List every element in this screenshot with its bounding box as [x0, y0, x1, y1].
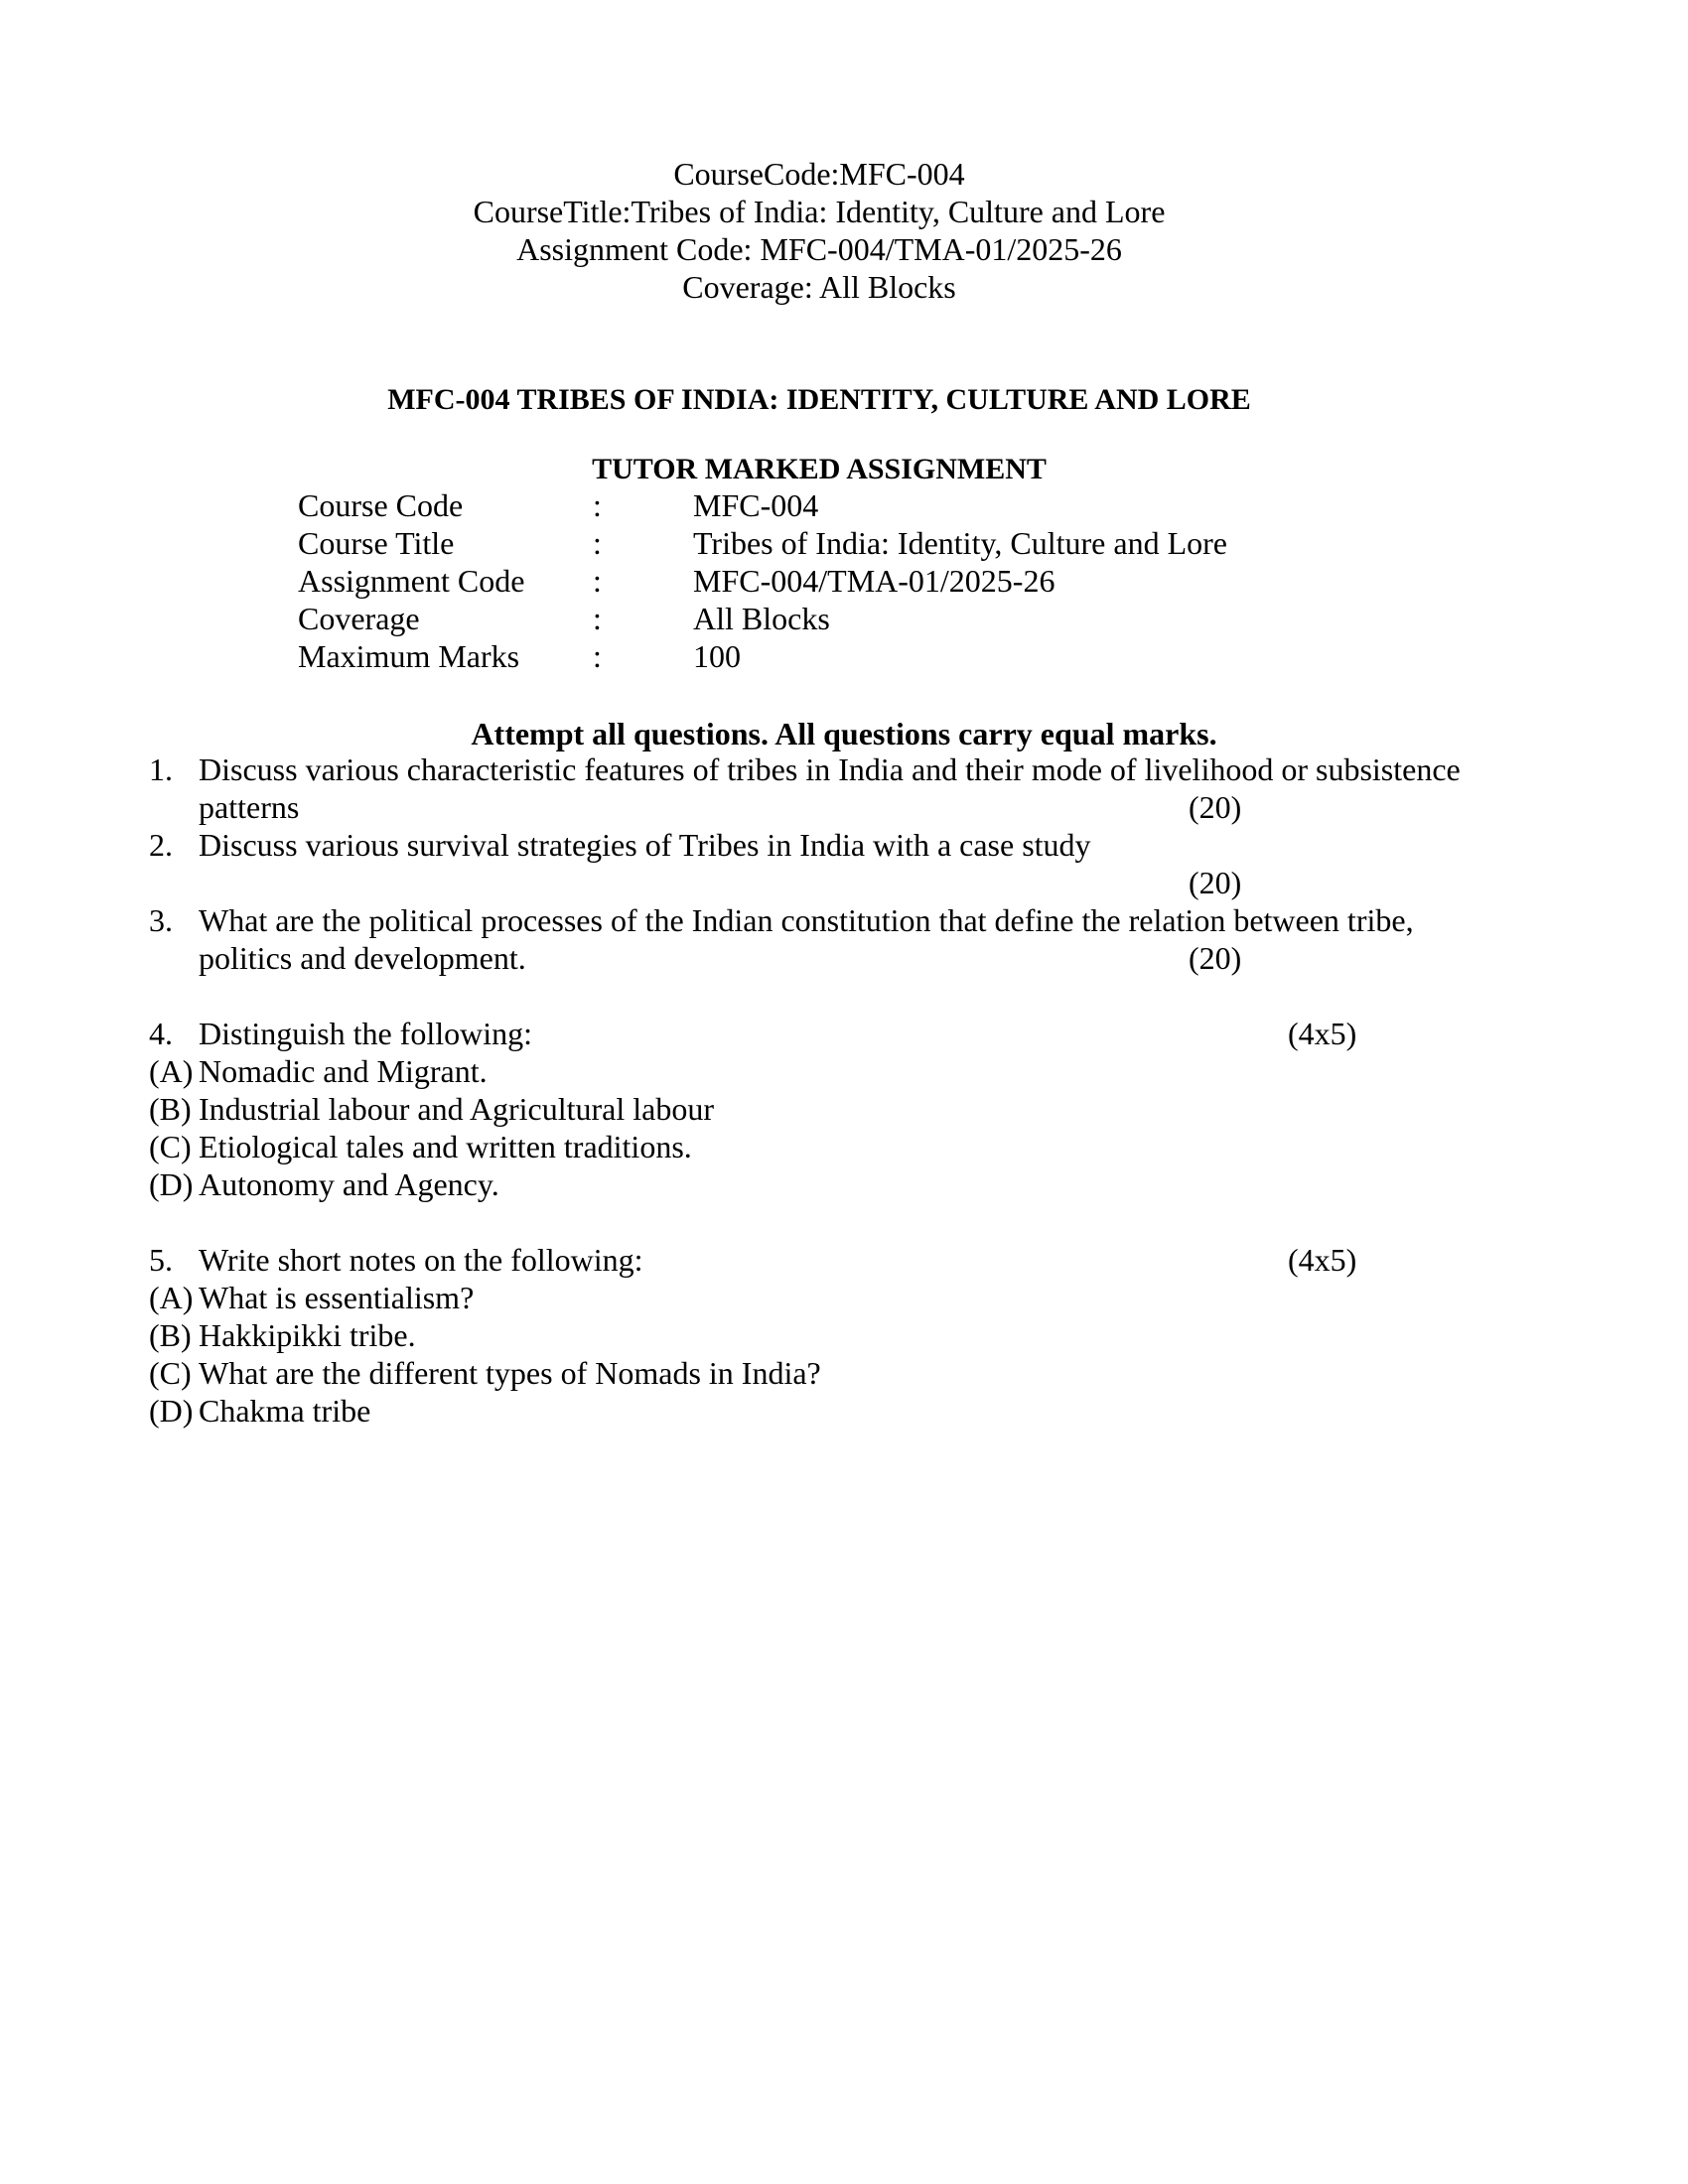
- question-marks: (20): [1189, 865, 1242, 900]
- sub-item-text: Chakma tribe: [199, 1393, 371, 1429]
- meta-colon: :: [593, 638, 602, 674]
- assignment-code-line: Assignment Code: MFC-004/TMA-01/2025-26: [516, 231, 1122, 267]
- question-text-continued: patterns: [199, 789, 300, 825]
- main-title: MFC-004 TRIBES OF INDIA: IDENTITY, CULTURE AND LORE: [387, 383, 1251, 416]
- sub-item-label: (B): [149, 1317, 192, 1353]
- coverage-line: Coverage: All Blocks: [682, 269, 956, 305]
- meta-value: All Blocks: [693, 601, 830, 636]
- sub-item-text: Hakkipikki tribe.: [199, 1317, 416, 1353]
- question-text: What are the political processes of the Indian constitution that define the relation between tribe,: [199, 902, 1414, 938]
- meta-label: Course Title: [298, 525, 455, 561]
- question-marks: (4x5): [1288, 1242, 1357, 1278]
- sub-item-label: (B): [149, 1091, 192, 1127]
- sub-item-text: Industrial labour and Agricultural labour: [199, 1091, 714, 1127]
- meta-label: Course Code: [298, 487, 464, 523]
- course-code-line: CourseCode:MFC-004: [673, 156, 965, 192]
- meta-value: Tribes of India: Identity, Culture and Lore: [693, 525, 1227, 561]
- sub-item-label: (A): [149, 1053, 194, 1089]
- meta-value: 100: [693, 638, 741, 674]
- meta-colon: :: [593, 563, 602, 599]
- question-text: Discuss various characteristic features of tribes in India and their mode of livelihood or subsistence: [199, 751, 1461, 787]
- question-number: 2.: [149, 827, 173, 863]
- meta-value: MFC-004/TMA-01/2025-26: [693, 563, 1055, 599]
- sub-item-text: Etiological tales and written traditions.: [199, 1129, 692, 1164]
- sub-item-text: Nomadic and Migrant.: [199, 1053, 488, 1089]
- question-number: 4.: [149, 1016, 173, 1051]
- sub-item-text: Autonomy and Agency.: [199, 1166, 499, 1202]
- question-marks: (20): [1189, 789, 1242, 825]
- question-marks: (4x5): [1288, 1016, 1357, 1051]
- tma-title: TUTOR MARKED ASSIGNMENT: [592, 453, 1047, 485]
- sub-item-text: What are the different types of Nomads in India?: [199, 1355, 821, 1391]
- sub-item-text: What is essentialism?: [199, 1280, 475, 1315]
- meta-value: MFC-004: [693, 487, 819, 523]
- course-header: [0, 155, 1688, 306]
- question-marks: (20): [1189, 940, 1242, 976]
- question-text: Distinguish the following:: [199, 1016, 532, 1051]
- question-number: 3.: [149, 902, 173, 938]
- meta-label: Assignment Code: [298, 563, 525, 599]
- question-text: Write short notes on the following:: [199, 1242, 643, 1278]
- meta-label: Maximum Marks: [298, 638, 520, 674]
- meta-label: Coverage: [298, 601, 420, 636]
- meta-colon: :: [593, 525, 602, 561]
- question-text: Discuss various survival strategies of Tribes in India with a case study: [199, 827, 1091, 863]
- instruction-line: Attempt all questions. All questions carry equal marks.: [471, 716, 1217, 751]
- sub-item-label: (C): [149, 1355, 192, 1391]
- question-text-continued: politics and development.: [199, 940, 526, 976]
- question-number: 5.: [149, 1242, 173, 1278]
- question-number: 1.: [149, 751, 173, 787]
- sub-item-label: (A): [149, 1280, 194, 1315]
- sub-item-label: (D): [149, 1166, 194, 1202]
- meta-colon: :: [593, 487, 602, 523]
- sub-item-label: (C): [149, 1129, 192, 1164]
- course-title-line: CourseTitle:Tribes of India: Identity, Culture and Lore: [473, 194, 1166, 229]
- sub-item-label: (D): [149, 1393, 194, 1429]
- meta-colon: :: [593, 601, 602, 636]
